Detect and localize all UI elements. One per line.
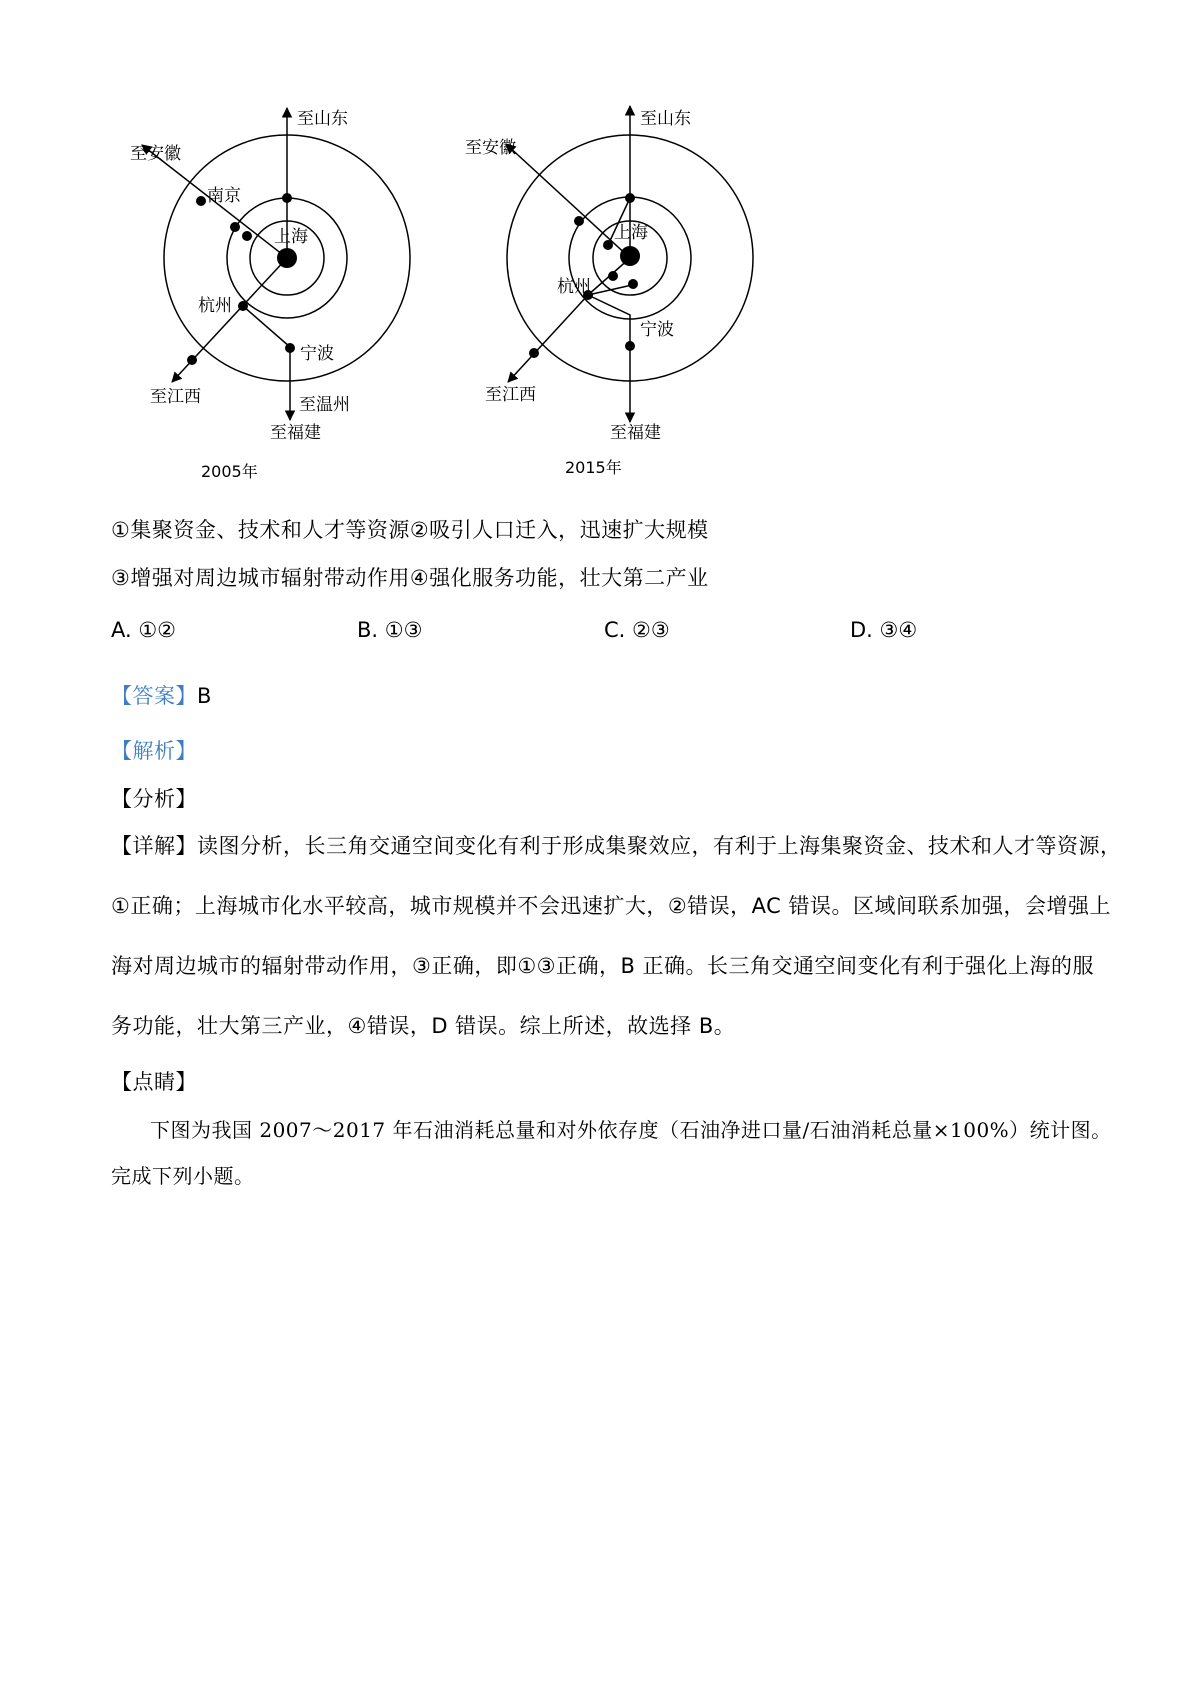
next-question-line-2: 完成下列小题。 — [111, 1164, 255, 1188]
route-fujian — [243, 306, 290, 420]
label-fujian: 至福建 — [610, 423, 661, 443]
statement-line-1: ①集聚资金、技术和人才等资源②吸引人口迁入，迅速扩大规模 — [111, 518, 709, 542]
label-shanghai: 上海 — [614, 223, 648, 243]
label-shandong: 至山东 — [297, 109, 348, 129]
option-c[interactable]: C. ②③ — [604, 618, 670, 642]
node-b — [603, 240, 613, 250]
panel-2005 — [130, 108, 410, 481]
node-hangzhou — [238, 301, 248, 311]
option-a[interactable]: A. ①② — [111, 618, 176, 642]
statement-line-2: ③增强对周边城市辐射带动作用④强化服务功能，壮大第二产业 — [111, 566, 709, 590]
year-2015: 2015年 — [565, 458, 622, 477]
label-ningbo: 宁波 — [640, 320, 674, 340]
traffic-diagram — [0, 0, 1200, 500]
analysis-tag: 【解析】 — [111, 739, 197, 763]
detail-line-3: 海对周边城市的辐射带动作用，③正确，即①③正确，B 正确。长三角交通空间变化有利于强化上海的服 — [111, 954, 1095, 978]
label-hangzhou: 杭州 — [198, 296, 232, 316]
label-hangzhou: 杭州 — [557, 277, 591, 297]
label-shanghai: 上海 — [274, 227, 308, 247]
detail-line-1: 【详解】读图分析，长三角交通空间变化有利于形成集聚效应，有利于上海集聚资金、技术和人才等资源， — [111, 834, 1122, 858]
label-jiangxi: 至江西 — [485, 385, 536, 405]
node-c — [608, 271, 618, 281]
option-d[interactable]: D. ③④ — [850, 618, 918, 642]
answer-line — [111, 680, 212, 710]
label-fujian: 至福建 — [270, 423, 321, 443]
node-jiangxi — [187, 355, 197, 365]
dianjing-tag: 【点睛】 — [111, 1070, 197, 1094]
route-fujian — [588, 295, 630, 422]
answer-tag: 【答案】 — [111, 684, 197, 708]
node-b — [242, 231, 252, 241]
node-ningbo — [625, 341, 635, 351]
detail-line-2: ①正确；上海城市化水平较高，城市规模并不会迅速扩大，②错误，AC 错误。区域间联系加强，会增强上 — [111, 894, 1111, 918]
shanghai-node — [620, 246, 640, 266]
shanghai-node — [277, 248, 297, 268]
node-a — [230, 222, 240, 232]
label-wenzhou: 至温州 — [299, 395, 350, 415]
label-anhui: 至安徽 — [130, 144, 181, 164]
node-shandong — [282, 193, 292, 203]
option-b[interactable]: B. ①③ — [357, 618, 423, 642]
fenxi-tag: 【分析】 — [111, 787, 197, 811]
node-ningbo — [285, 343, 295, 353]
node-jiangxi — [529, 348, 539, 358]
detail-line-4: 务功能，壮大第三产业，④错误，D 错误。综上所述，故选择 B。 — [111, 1014, 736, 1038]
year-2005: 2005年 — [201, 462, 258, 481]
panel-2015 — [465, 106, 753, 477]
label-nanjing: 南京 — [207, 186, 241, 206]
next-question-line-1: 下图为我国 2007～2017 年石油消耗总量和对外依存度（石油净进口量/石油消耗总量×100%）统计图。 — [150, 1118, 1112, 1142]
node-d — [628, 279, 638, 289]
label-anhui: 至安徽 — [465, 138, 516, 158]
answer-value: B — [197, 684, 212, 708]
node-nanjing — [196, 196, 206, 206]
node-a — [574, 216, 584, 226]
route-anhui — [506, 144, 630, 258]
node-shandong — [625, 193, 635, 203]
label-ningbo: 宁波 — [300, 344, 334, 364]
label-shandong: 至山东 — [640, 109, 691, 129]
label-jiangxi: 至江西 — [150, 387, 201, 407]
